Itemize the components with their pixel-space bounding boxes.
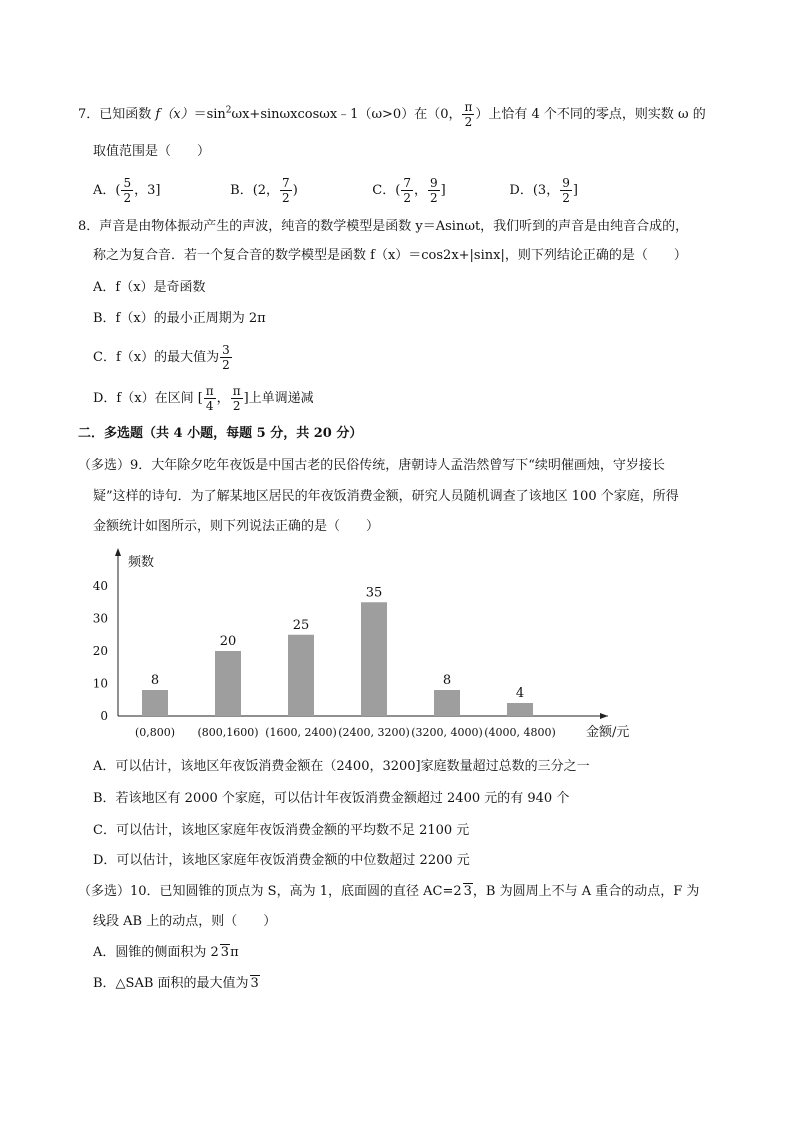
q8-option-a[interactable]: A．f（x）是奇函数 — [93, 280, 206, 295]
bar — [434, 690, 460, 716]
y-tick-label: 40 — [92, 579, 108, 593]
q10-line1: （多选）10．已知圆锥的顶点为 S，高为 1，底面圆的直径 AC=2 3，B 为圆周上不与 A 重合的动点，F 为 — [78, 884, 700, 899]
bar — [142, 690, 168, 716]
q9-line1: （多选）9．大年除夕吃年夜饭是中国古老的民俗传统，唐朝诗人孟浩然曾写下“续明催画烛，守岁接长 — [78, 458, 665, 473]
q8-option-d[interactable]: D．f（x）在区间 [ $\frac{\pi}{4}$ ， $\frac{\pi}{2}$ ]上单调递减 — [93, 384, 314, 413]
q7-text-b: ＝sin — [193, 107, 226, 122]
bar-value-label: 8 — [442, 673, 452, 688]
q9-line2: 疑”这样的诗句．为了解某地区居民的年夜饭消费金额，研究人员随机调查了该地区 100 个家庭，所得 — [93, 489, 679, 504]
bar-value-label: 25 — [292, 617, 310, 633]
q7-option-c[interactable]: C．( $\frac{7}{2}$ ， $\frac{9}{2}$ ] — [372, 176, 446, 205]
q10-option-b[interactable]: B．△SAB 面积的最大值为 3 — [93, 976, 259, 991]
q9-option-c[interactable]: C．可以估计，该地区家庭年夜饭消费金额的平均数不足 2100 元 — [93, 823, 470, 838]
y-tick-label: 20 — [92, 644, 108, 658]
x-tick-label: (2400, 3200) — [338, 726, 410, 739]
x-tick-label: (3200, 4000) — [411, 726, 483, 739]
q8-option-c[interactable]: C．f（x）的最大值为 $\frac{3}{2}$ — [93, 343, 230, 372]
q9-option-b[interactable]: B．若该地区有 2000 个家庭，可以估计年夜饭消费金额超过 2400 元的有 940 个 — [93, 791, 570, 806]
q8-line2: 称之为复合音．若一个复合音的数学模型是函数 f（x）＝cos2x+|sinx|，则下列结论正确的是（ ） — [93, 248, 687, 263]
q9-line3: 金额统计如图所示，则下列说法正确的是（ ） — [93, 519, 380, 534]
bar — [507, 703, 533, 716]
histogram-chart — [85, 548, 645, 746]
q7-option-b[interactable]: B．(2， $\frac{7}{2}$ ) — [230, 176, 298, 205]
x-axis-label: 金额/元 — [586, 725, 630, 740]
q8-option-b[interactable]: B．f（x）的最小正周期为 2π — [93, 311, 266, 326]
q7-options — [93, 176, 578, 205]
bar-value-label: 35 — [365, 585, 383, 601]
q7-sup: 2 — [225, 105, 232, 116]
bar — [215, 651, 241, 716]
q7-line2: 取值范围是（ ） — [93, 144, 211, 159]
bar-value-label: 20 — [219, 634, 237, 649]
q7-option-a[interactable]: A．( $\frac{5}{2}$ ，3] — [93, 176, 161, 205]
q7-text-a: 7．已知函数 — [78, 107, 156, 122]
q7-text-d: ）上恰有 4 个不同的零点，则实数 ω 的 — [475, 107, 706, 122]
q7-option-d[interactable]: D．(3， $\frac{9}{2}$ ] — [509, 176, 578, 205]
y-tick-label: 10 — [92, 676, 108, 691]
section-heading: 二．多选题（共 4 小题，每题 5 分，共 20 分） — [78, 426, 363, 441]
q10-option-a[interactable]: A．圆锥的侧面积为 2 3π — [93, 945, 239, 960]
q7-line1 — [78, 100, 706, 129]
y-axis-arrow — [115, 548, 121, 556]
y-axis-label: 频数 — [128, 555, 155, 570]
bar-value-label: 4 — [515, 686, 525, 701]
q9-option-d[interactable]: D．可以估计，该地区家庭年夜饭消费金额的中位数超过 2200 元 — [93, 853, 470, 868]
x-tick-label: (1600, 2400) — [265, 726, 337, 739]
q7-fx: f（x） — [155, 107, 194, 122]
q10-line2: 线段 AB 上的动点，则（ ） — [93, 914, 277, 929]
q9-option-a[interactable]: A．可以估计，该地区年夜饭消费金额在（2400，3200]家庭数量超过总数的三分之一 — [93, 759, 590, 774]
x-tick-label: (800,1600) — [197, 726, 259, 739]
y-tick-label: 0 — [100, 709, 108, 723]
x-tick-label: (4000, 4800) — [484, 726, 556, 739]
q8-line1: 8．声音是由物体振动产生的声波，纯音的数学模型是函数 y＝Asinωt，我们听到的声音是由纯音合成的， — [78, 219, 689, 234]
y-tick-label: 30 — [92, 611, 108, 626]
x-tick-label: (0,800) — [134, 726, 176, 739]
q7-pi-over-2: $\frac{\pi}{2}$ — [464, 100, 473, 129]
bar — [361, 602, 387, 716]
x-axis-arrow — [600, 713, 608, 719]
bar — [288, 635, 314, 716]
bar-value-label: 8 — [150, 673, 160, 688]
q7-text-c: ωx+sinωxcosωx﹣1（ω>0）在（0， — [231, 107, 462, 122]
